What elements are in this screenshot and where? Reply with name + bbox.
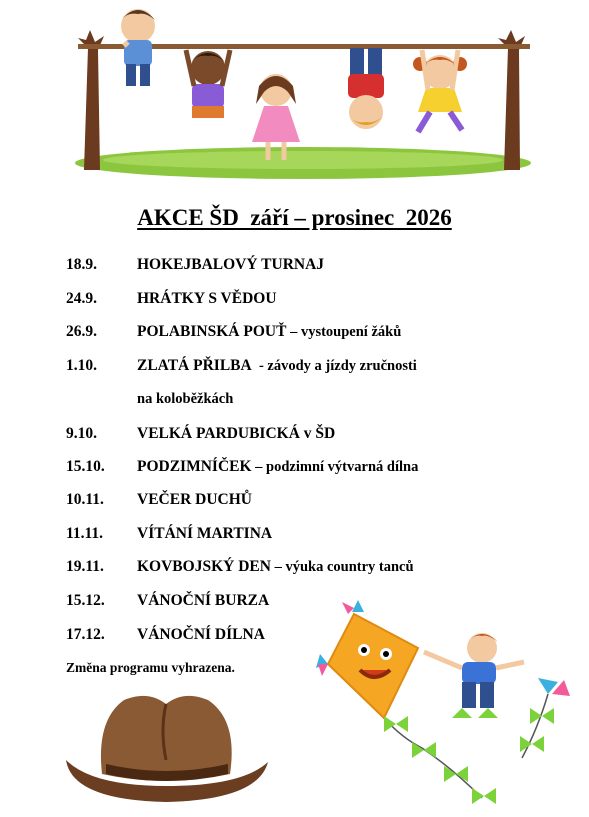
event-date: 1.10. — [66, 357, 97, 374]
event-name: POLABINSKÁ POUŤ – vystoupení žáků — [137, 323, 402, 340]
event-detail: - závody a jízdy zručnosti — [251, 358, 417, 374]
event-date: 15.12. — [66, 592, 105, 609]
kite-bow — [444, 766, 468, 782]
boy — [424, 633, 524, 718]
cowboy-hat-illustration — [62, 690, 272, 808]
event-name: HRÁTKY S VĚDOU — [137, 290, 277, 307]
left-tree-post — [78, 30, 104, 170]
kite-bow — [472, 788, 496, 804]
event-name: ZLATÁ PŘILBA - závody a jízdy zručnosti — [137, 357, 417, 374]
boy-flying-kite-illustration — [312, 598, 584, 810]
event-name: KOVBOJSKÝ DEN – výuka country tanců — [137, 558, 414, 575]
program-change-note: Změna programu vyhrazena. — [66, 660, 235, 675]
event-detail: – výuka country tanců — [270, 559, 414, 575]
event-date: 24.9. — [66, 290, 97, 307]
children-hanging-on-bar-illustration — [68, 0, 538, 182]
kite-bow — [412, 742, 436, 758]
event-name: VÁNOČNÍ DÍLNA — [137, 626, 265, 643]
event-date: 11.11. — [66, 525, 104, 542]
child-two — [186, 50, 230, 118]
kite — [328, 614, 418, 718]
event-name: HOKEJBALOVÝ TURNAJ — [137, 256, 325, 273]
event-date: 17.12. — [66, 626, 105, 643]
event-name: VEČER DUCHŮ — [137, 491, 252, 508]
event-date: 15.10. — [66, 458, 105, 475]
event-date: 18.9. — [66, 256, 97, 273]
child-five — [413, 50, 467, 132]
event-name: VELKÁ PARDUBICKÁ v ŠD — [137, 425, 336, 442]
event-name: PODZIMNÍČEK – podzimní výtvarná dílna — [137, 458, 419, 475]
page-title: AKCE ŠD září – prosinec 2026 — [137, 205, 452, 230]
right-tree-post — [498, 30, 525, 170]
event-detail: – podzimní výtvarná dílna — [251, 459, 419, 475]
event-name: VÍTÁNÍ MARTINA — [137, 525, 273, 542]
event-detail: – vystoupení žáků — [286, 324, 402, 340]
event-date: 26.9. — [66, 323, 97, 340]
event-date: 19.11. — [66, 558, 104, 575]
event-name: VÁNOČNÍ BURZA — [137, 592, 270, 609]
child-four — [348, 48, 384, 129]
child-one — [121, 9, 155, 86]
event-detail-continuation: na koloběžkách — [137, 391, 234, 407]
event-date: 10.11. — [66, 491, 104, 508]
event-date: 9.10. — [66, 425, 97, 442]
